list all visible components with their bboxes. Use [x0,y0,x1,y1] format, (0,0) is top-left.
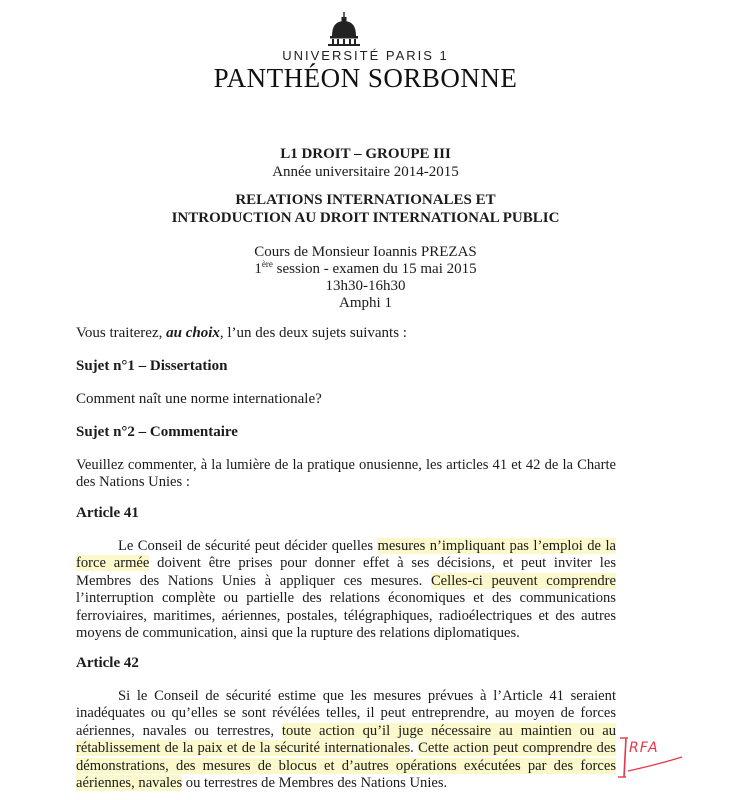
course-title-line1: RELATIONS INTERNATIONALES ET [235,192,496,208]
article42-highlight-2: Cette action peut comprendre des démonstrations, des mesures de blocus et d’autres opérations exécutées par des forces aériennes, navales [76,740,616,792]
instructions-pre: Vous traiterez, [76,325,167,341]
article41-highlight-1: mesures n’impliquant pas l’emploi de la force armée [76,538,616,572]
session-number: 1 [254,261,262,277]
article41-text-b: doivent être prises pour donner effet à ses décisions, et peut inviter les Membres des Nations Unies à appliquer ces mesures. [76,555,616,589]
exam-session [0,261,731,278]
subject2-heading: Sujet n°2 – Commentaire [76,424,238,440]
pantheon-dome-icon [326,12,362,46]
course-title-line2: INTRODUCTION AU DROIT INTERNATIONAL PUBLIC [171,210,560,226]
exam-room: Amphi 1 [339,295,392,311]
article41-heading: Article 41 [76,505,139,521]
article42-text-a: Si le Conseil de sécurité estime que les mesures prévues à l’Article 41 seraient inadéquates ou qu’elles se sont révélées telles, il peut entreprendre, au moyen de forces aériennes, navales ou terrestres, [76,688,616,739]
exam-group: L1 DROIT – GROUPE III [280,146,451,162]
rfa-annotation: RFA [629,740,659,756]
university-name-line1: UNIVERSITÉ PARIS 1 [282,48,449,63]
article41-text-a: Le Conseil de sécurité peut décider quelles [118,538,378,554]
academic-year: Année universitaire 2014-2015 [272,164,459,180]
article42-text-b: . [410,740,419,757]
course-teacher: Cours de Monsieur Ioannis PREZAS [254,244,477,260]
article42-highlight-1: toute action qu’il juge nécessaire au maintien ou au rétablissement de la paix et de la sécurité internationales [76,722,616,757]
article41-highlight-2: Celles-ci peuvent comprendre [430,572,616,589]
subject1-heading: Sujet n°1 – Dissertation [76,358,228,374]
instructions-emphasis: au choix [166,325,220,341]
session-date: session - examen du 15 mai 2015 [272,261,477,277]
article41-text [76,538,616,642]
subject2-prompt: Veuillez commenter, à la lumière de la pratique onusienne, les articles 41 et 42 de la Charte des Nations Unies : [76,457,616,491]
exam-time: 13h30-16h30 [325,278,406,294]
instructions [76,325,407,342]
article42-heading: Article 42 [76,655,139,671]
instructions-post: , l’un des deux sujets suivants : [219,325,407,341]
subject1-question: Comment naît une norme internationale? [76,391,322,407]
session-superscript: ère [261,259,273,269]
article41-text-c: l’interruption complète ou partielle des relations économiques et des communications ferroviaires, maritimes, aériennes, postales, télégraphiques, radioélectriques et des autres moyens de communication, ainsi que la rupture des relations diplomatiques. [76,590,616,642]
article42-text-c: ou terrestres de Membres des Nations Unies. [182,775,448,792]
article42-text [76,688,616,792]
university-name-line2: PANTHÉON SORBONNE [213,63,518,93]
